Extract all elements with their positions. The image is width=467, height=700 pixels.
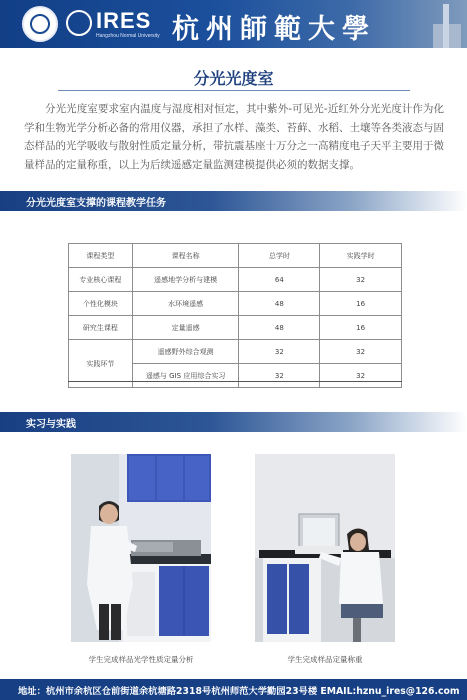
table-cell: 实践环节: [69, 340, 133, 388]
table-cell: 个性化模块: [69, 292, 133, 316]
table-header-cell: 总学时: [239, 244, 320, 268]
table-row: [69, 268, 402, 292]
footer-bar: [0, 679, 467, 700]
table-cell: 水环境遥感: [132, 292, 239, 316]
table-cell: 遥感野外综合观测: [132, 340, 239, 364]
section-title-practice: 实习与实践: [26, 419, 76, 430]
footer-address: 地址：杭州市余杭区仓前街道余杭塘路2318号杭州师范大学勤园23号楼 EMAIL:hznu_ires@126.com: [18, 686, 460, 697]
ires-logo-icon: [66, 10, 92, 36]
university-seal-logo: [22, 6, 58, 42]
table-cell: 32: [320, 340, 402, 364]
table-cell: 32: [320, 364, 402, 388]
table-header-cell: 课程类型: [69, 244, 133, 268]
section-band-practice: [0, 412, 467, 432]
table-cell: 32: [239, 364, 320, 388]
photo-caption: 学生完成样品定量称重: [287, 655, 363, 664]
university-name: 杭州師範大學: [172, 14, 376, 45]
table-cell: 遥感与 GIS 应用综合实习: [132, 364, 239, 388]
section-title-courses: 分光光度室支撑的课程教学任务: [26, 198, 166, 209]
ires-logo-subtext: Hangzhou Normal University: [96, 33, 160, 39]
table-cell: 定量遥感: [132, 316, 239, 340]
table-cell: 研究生课程: [69, 316, 133, 340]
photo-caption: 学生完成样品光学性质定量分析: [88, 655, 194, 664]
photo-spectrophotometer-analysis: [71, 454, 211, 642]
title-divider: [58, 90, 410, 91]
table-row: [69, 340, 402, 364]
table-cell: 48: [239, 316, 320, 340]
table-cell: 专业核心课程: [69, 268, 133, 292]
table-cell: 16: [320, 292, 402, 316]
tower-silhouette: [443, 4, 449, 48]
table-cell: 32: [239, 340, 320, 364]
course-table: [68, 243, 402, 388]
header-banner: [0, 0, 467, 48]
table-cell: 遥感地学分析与建模: [132, 268, 239, 292]
photo-sample-weighing: [255, 454, 395, 642]
intro-paragraph: 分光光度室要求室内温度与湿度相对恒定，其中紫外-可见光-近红外分光光度计作为化学和生物光学分析必备的常用仪器，承担了水样、藻类、苔藓、水稻、土壤等各类液态与固态样品的光学吸收与散射性质定量分析，带抗震基座十万分之一高精度电子天平主要用于微量样品的定量称重，以上为后续遥感定量监测建模提供必须的数据支撑。: [24, 103, 444, 171]
table-header-row: [69, 244, 402, 268]
table-cell: 48: [239, 292, 320, 316]
table-header-cell: 课程名称: [132, 244, 239, 268]
table-bottom-rule: [68, 381, 402, 382]
page-title: 分光光度室: [193, 69, 274, 88]
table-cell: 64: [239, 268, 320, 292]
table-cell: 32: [320, 268, 402, 292]
table-row: [69, 316, 402, 340]
section-band-courses: [0, 191, 467, 211]
table-cell: 16: [320, 316, 402, 340]
ires-logo-text: IRES: [96, 8, 152, 33]
table-header-cell: 实践学时: [320, 244, 402, 268]
table-row: [69, 292, 402, 316]
